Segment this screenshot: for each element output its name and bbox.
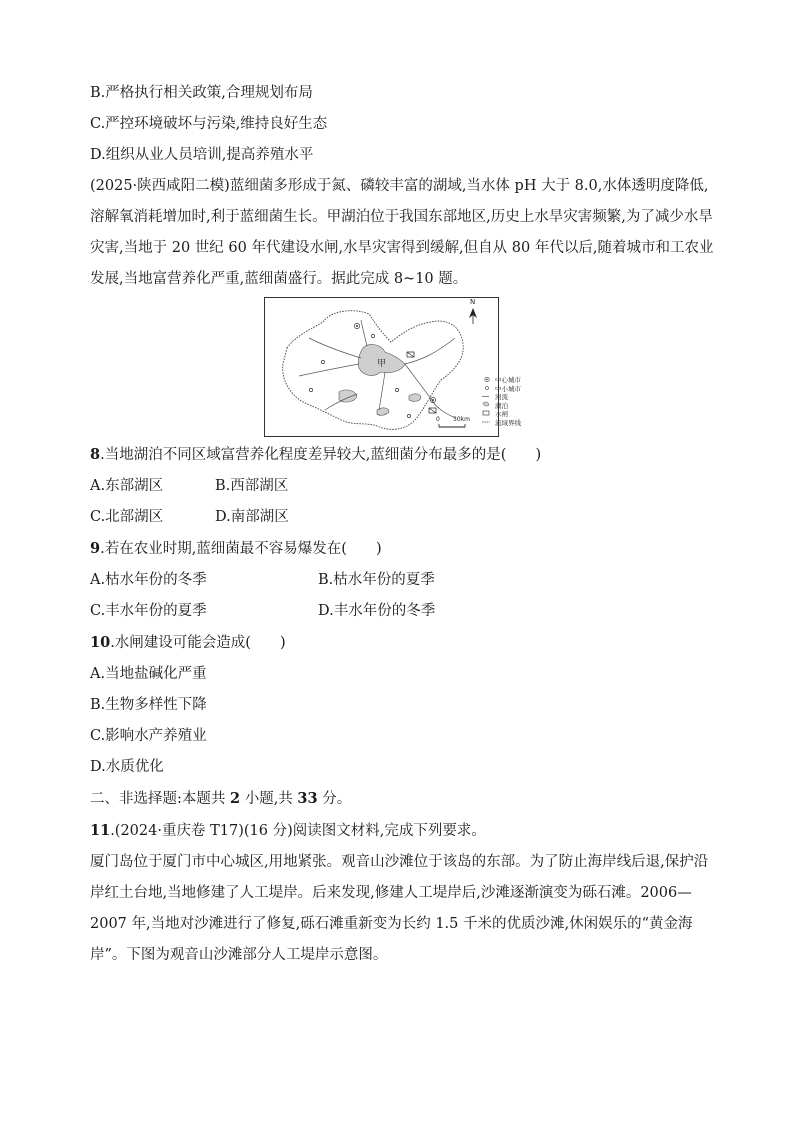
legend-sluice: 水闸 <box>495 410 508 419</box>
q10-number: 10 <box>90 634 111 651</box>
q9-text: .若在农业时期,蓝细菌最不容易爆发在( ) <box>100 541 382 557</box>
small-city-2 <box>371 334 374 337</box>
north-arrow-icon <box>469 308 477 324</box>
q10-option-b[interactable]: B.生物多样性下降 <box>90 697 207 713</box>
q8-options-row2 <box>90 502 720 533</box>
lake-small-3 <box>377 408 389 415</box>
figure-container <box>90 295 720 439</box>
q8-text: .当地湖泊不同区域富营养化程度差异较大,蓝细菌分布最多的是( ) <box>100 447 542 463</box>
option-c-prev: C.严控环境破坏与污染,维持良好生态 <box>90 116 328 132</box>
q9-option-d[interactable]: D.丰水年份的冬季 <box>318 603 436 619</box>
map-legend <box>495 376 521 428</box>
section-2-heading <box>90 783 720 815</box>
legend-central-city: 中心城市 <box>495 376 521 384</box>
q8-option-c[interactable]: C.北部湖区 <box>90 509 164 525</box>
small-city-5 <box>309 388 312 391</box>
q9-option-c[interactable]: C.丰水年份的夏季 <box>90 603 207 619</box>
q9-options-row2 <box>90 596 720 627</box>
sluice-gate-2 <box>429 408 436 413</box>
q10-option-d[interactable]: D.水质优化 <box>90 759 164 775</box>
q9-options-row1 <box>90 565 720 596</box>
lake-label: 甲 <box>377 359 387 369</box>
q9-stem <box>90 533 720 565</box>
q11-body: 厦门岛位于厦门市中心城区,用地紧张。观音山沙滩位于该岛的东部。为了防止海岸线后退,保护沿岸红土台地,当地修建了人工堤岸。后来发现,修建人工堤岸后,沙滩逐渐演变为砾石滩。2006—2007 年,当地对沙滩进行了修复,砾石滩重新变为长约 1.5 千米的优质沙滩,休闲娱乐的“黄金海岸”。下图为观音山沙滩部分人工堤岸示意图。 <box>90 854 709 963</box>
option-d-prev: D.组织从业人员培训,提高养殖水平 <box>90 147 314 163</box>
legend-river: 河流 <box>495 393 508 402</box>
section-2-score: 33 <box>297 790 318 807</box>
q8-stem <box>90 439 720 471</box>
river-1 <box>309 338 361 358</box>
q10-text: .水闸建设可能会造成( ) <box>110 635 286 651</box>
section-2-pre: 二、非选择题:本题共 <box>90 791 230 807</box>
small-city-4 <box>407 414 410 417</box>
page-content <box>90 78 720 971</box>
lake-basin-map <box>264 297 521 437</box>
lake-small-1 <box>339 390 357 402</box>
option-b-prev: B.严格执行相关政策,合理规划布局 <box>90 85 313 101</box>
q10-stem <box>90 627 720 659</box>
q8-option-a[interactable]: A.东部湖区 <box>90 478 164 494</box>
river-3 <box>361 320 367 346</box>
north-label: N <box>470 298 476 306</box>
q9-option-a[interactable]: A.枯水年份的冬季 <box>90 572 207 588</box>
q8-options-row1 <box>90 471 720 502</box>
scale-zero: 0 <box>436 416 440 423</box>
q11-head-text: .(2024·重庆卷 T17)(16 分)阅读图文材料,完成下列要求。 <box>110 823 486 839</box>
q10-option-a[interactable]: A.当地盐碱化严重 <box>90 666 207 682</box>
q8-number: 8 <box>90 446 101 463</box>
q11-heading <box>90 815 720 847</box>
lake-small-2 <box>409 394 421 401</box>
river-7 <box>379 372 385 410</box>
river-4 <box>405 338 455 364</box>
q10-option-c[interactable]: C.影响水产养殖业 <box>90 728 207 744</box>
legend-small-city: 中小城市 <box>495 384 521 393</box>
q9-option-b[interactable]: B.枯水年份的夏季 <box>318 572 435 588</box>
section-2-post: 分。 <box>317 791 352 807</box>
small-city-1 <box>321 360 324 363</box>
legend-symbols <box>482 377 490 422</box>
sluice-gate-1 <box>407 352 414 357</box>
scale-label: 30km <box>453 416 470 423</box>
q9-number: 9 <box>90 540 101 557</box>
q8-option-d[interactable]: D.南部湖区 <box>215 509 289 525</box>
q11-number: 11 <box>90 822 111 839</box>
legend-boundary: 流域界线 <box>495 418 521 427</box>
q8-option-b[interactable]: B.西部湖区 <box>215 478 289 494</box>
intro-paragraph: (2025·陕西咸阳二模)蓝细菌多形成于氮、磷较丰富的湖域,当水体 pH 大于 8.0,水体透明度降低,溶解氧消耗增加时,利于蓝细菌生长。甲湖泊位于我国东部地区,历史上水旱灾害频繁,为了减少水旱灾害,当地于 20 世纪 60 年代建设水闸,水旱灾害得到缓解,但自从 80 年代以后,随着城市和工农业发展,当地富营养化严重,蓝细菌盛行。据此完成 8~10 题。 <box>90 178 714 287</box>
river-2 <box>299 364 359 376</box>
section-2-mid: 小题,共 <box>240 791 298 807</box>
section-2-count: 2 <box>230 790 241 807</box>
legend-lake: 湖泊 <box>495 401 508 410</box>
small-city-3 <box>395 388 398 391</box>
